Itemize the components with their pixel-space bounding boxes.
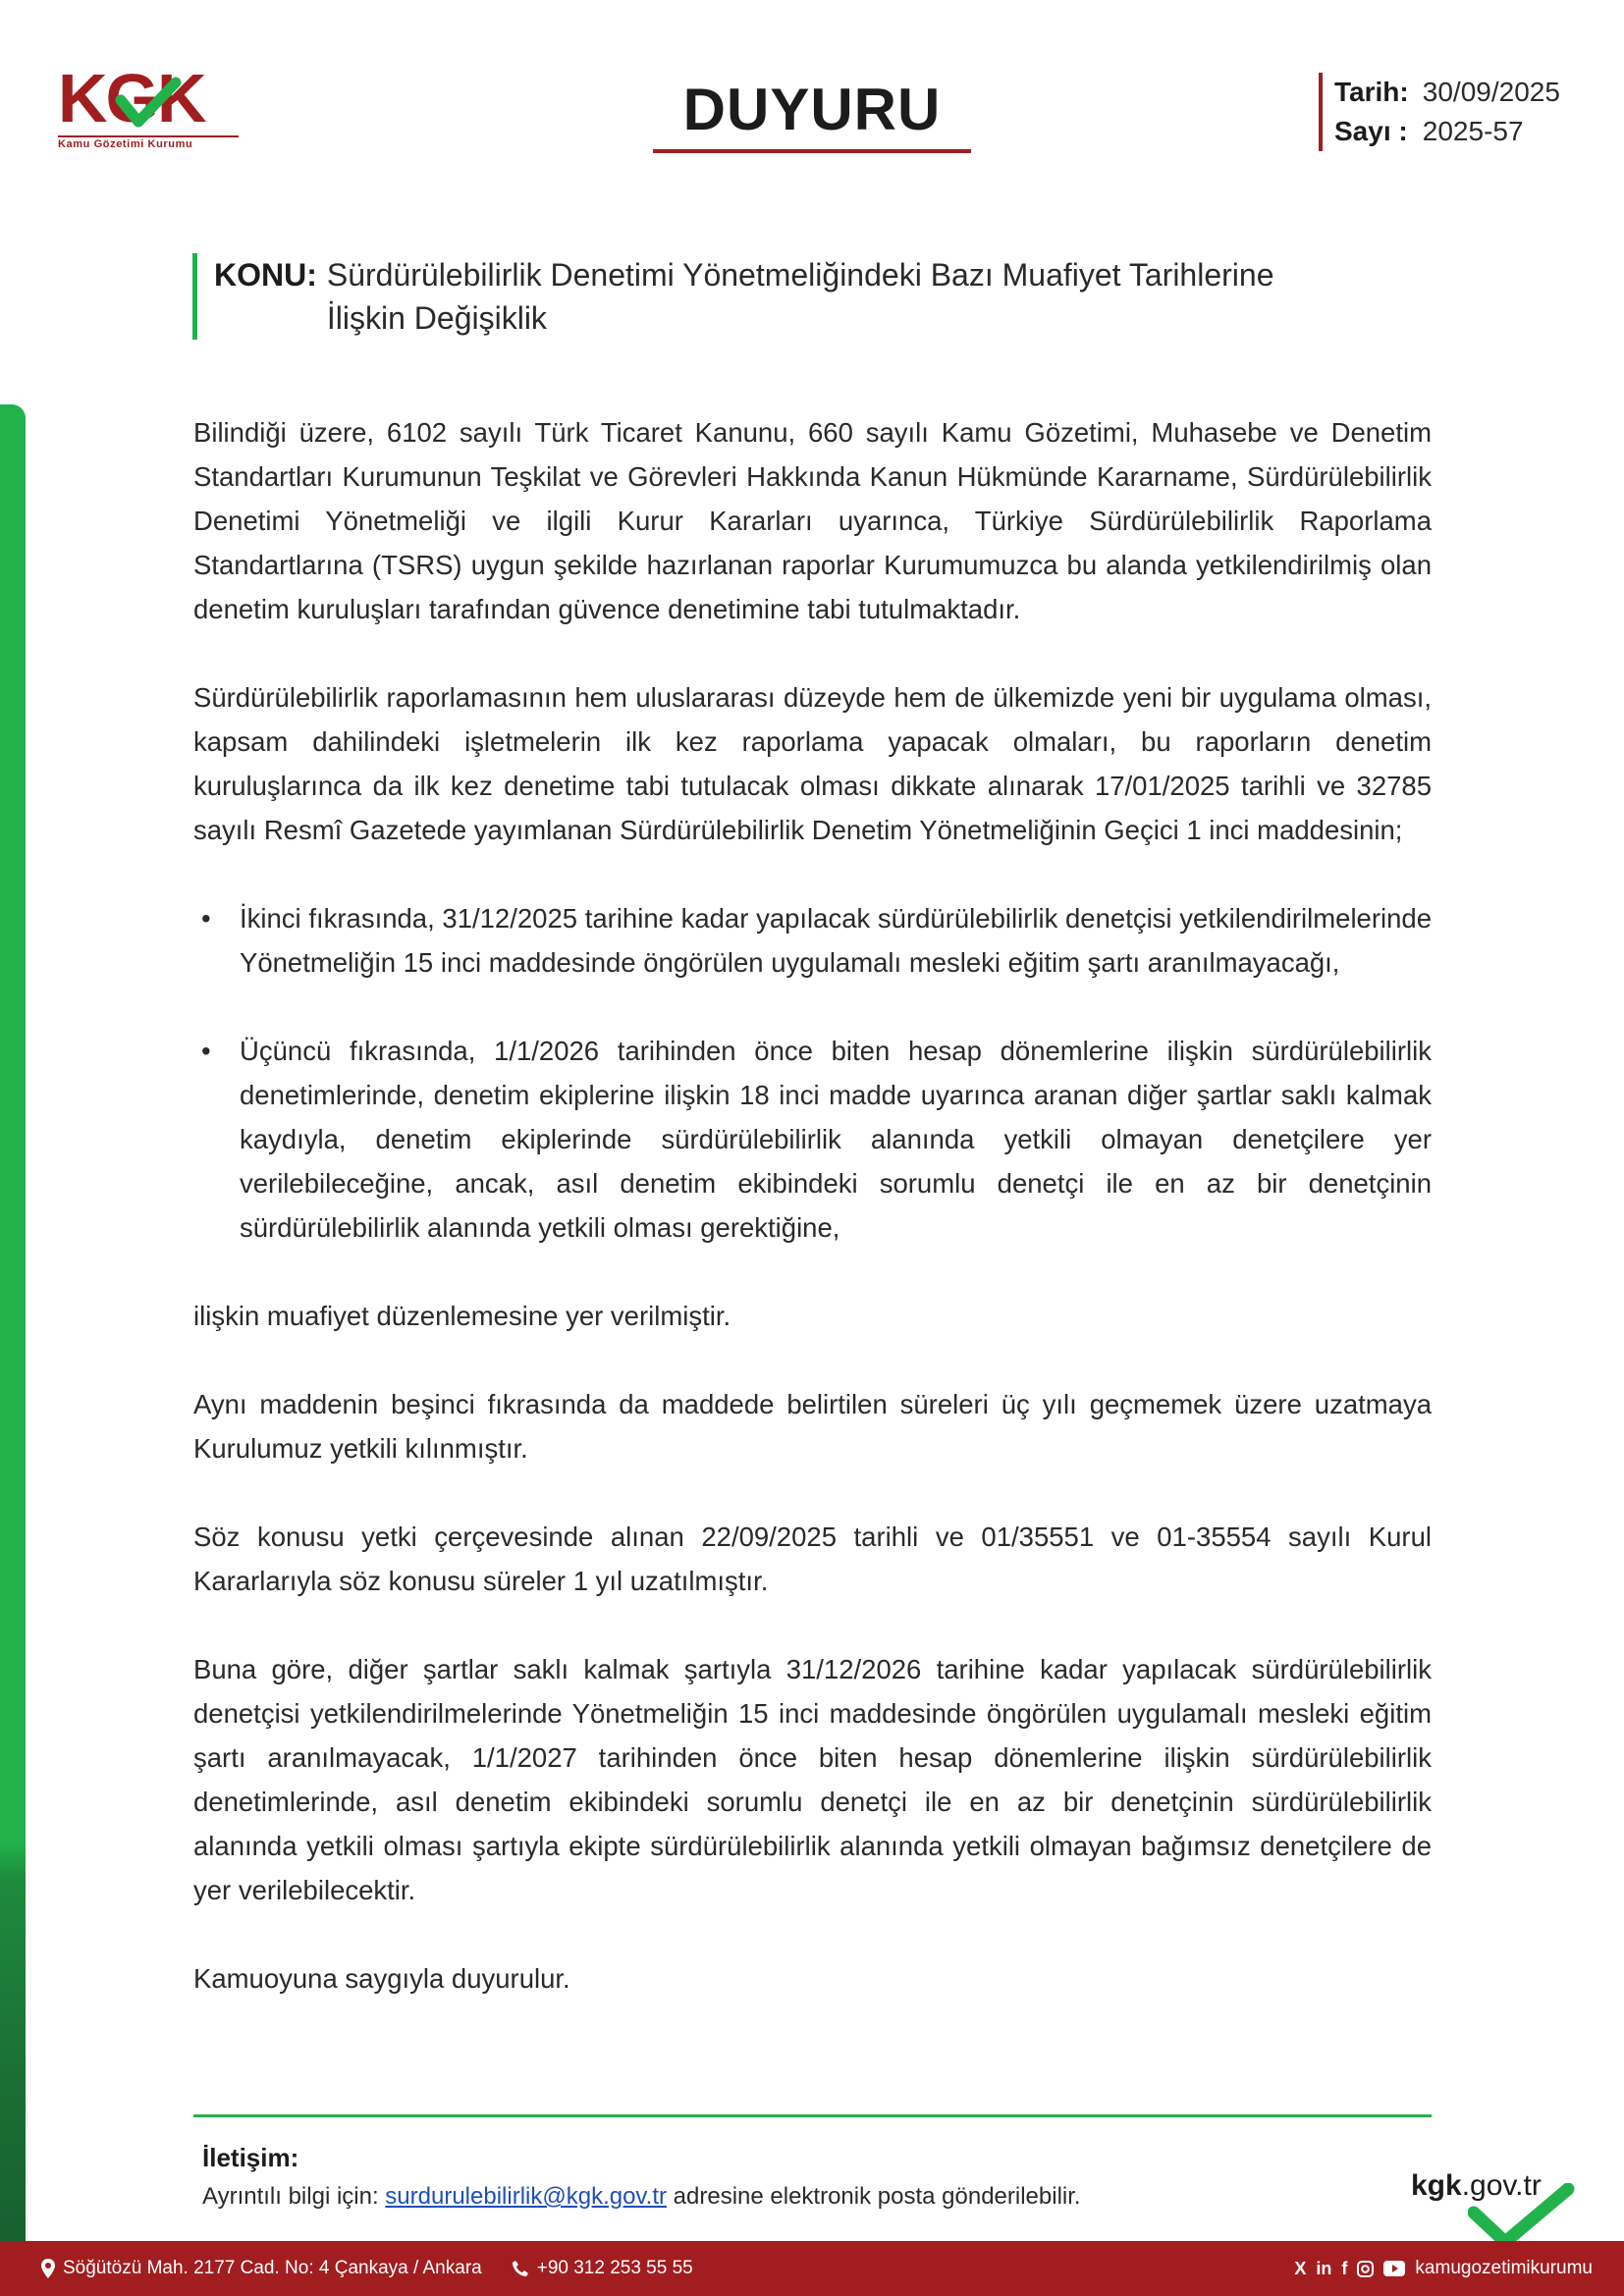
list-item: [193, 1029, 1432, 1250]
kgk-logo: [56, 65, 241, 153]
website-bold: kgk: [1411, 2169, 1462, 2202]
footer-handle[interactable]: kamugozetimikurumu: [1415, 2258, 1593, 2278]
contact-text: [202, 2177, 1081, 2216]
contact-email-link[interactable]: surdurulebilirlik@kgk.gov.tr: [385, 2183, 667, 2210]
list-item-text: İkinci fıkrasında, 31/12/2025 tarihine kadar yapılacak sürdürülebilirlik denetçisi yetkilendirilmelerinde Yönetmeliğin 15 inci maddesinde öngörülen uygulamalı mesleki eğitim şartı aranılmayacağı,: [240, 903, 1432, 978]
contact-title: İletişim:: [202, 2143, 299, 2172]
youtube-icon[interactable]: [1383, 2261, 1405, 2276]
side-accent-bar: [0, 404, 26, 2248]
announcement-body: [193, 410, 1432, 2045]
instagram-icon[interactable]: [1357, 2261, 1374, 2277]
contact-prefix: Ayrıntılı bilgi için:: [202, 2183, 386, 2210]
website-domain: .gov.tr: [1461, 2169, 1542, 2202]
number-row: [1334, 112, 1560, 151]
page-title: DUYURU: [682, 77, 942, 142]
paragraph-5: Söz konusu yetki çerçevesinde alınan 22/09/2025 tarihli ve 01/35551 ve 01-35554 sayılı Kurul Kararlarıyla söz konusu süreler 1 yıl uzatılmıştır.: [193, 1522, 1432, 1596]
number-value: 2025-57: [1422, 116, 1524, 146]
bullet-list: [193, 896, 1432, 1250]
date-row: [1334, 73, 1560, 112]
kgk-logo-mark: [56, 65, 241, 133]
footer-social: [1294, 2241, 1593, 2296]
paragraph-2: Sürdürülebilirlik raporlamasının hem uluslararası düzeyde hem de ülkemizde yeni bir uygulama olması, kapsam dahilindeki işletmelerin ilk kez raporlama yapacak olmaları, bu raporların denetim kuruluşlarınca da ilk kez denetime tabi tutulacak olması dikkate alınarak 17/01/2025 tarihli ve 32785 sayılı Resmî Gazetede yayımlanan Sürdürülebilirlik Denetim Yönetmeliğinin Geçici 1 inci maddesinin;: [193, 682, 1432, 845]
contact-divider: [193, 2114, 1432, 2117]
footer-bar: [0, 2241, 1624, 2296]
subject-text: Sürdürülebilirlik Denetimi Yönetmeliğindeki Bazı Muafiyet Tarihlerine İlişkin Değişiklik: [326, 257, 1274, 336]
number-label: Sayı :: [1334, 116, 1408, 146]
contact-block: [202, 2138, 1081, 2216]
list-item-text: Üçüncü fıkrasında, 1/1/2026 tarihinden önce biten hesap dönemlerine ilişkin sürdürülebilirlik denetimlerinde, denetim ekiplerine ilişkin 18 inci madde uyarınca aranan diğer şartlar saklı kalmak kaydıyla, denetim ekiplerinde sürdürülebilirlik alanında yetkili olmayan denetçilere yer verilebileceğine, ancak, asıl denetim ekibindeki sorumlu denetçi ile en az bir denetçinin sürdürülebilirlik alanında yetkili olması gerektiğine,: [240, 1036, 1432, 1243]
x-icon[interactable]: X: [1294, 2258, 1307, 2278]
phone-icon: [512, 2260, 529, 2277]
paragraph-1: Bilindiği üzere, 6102 sayılı Türk Ticaret Kanunu, 660 sayılı Kamu Gözetimi, Muhasebe ve Denetim Standartları Kurumunun Teşkilat ve Görevleri Hakkında Kanun Hükmünde Kararname, Sürdürülebilirlik Denetimi Yönetmeliği ve ilgili Kurur Kararları uyarınca, Türkiye Sürdürülebilirlik Raporlama Standartlarına (TSRS) uygun şekilde hazırlanan raporlar Kurumumuzca bu alanda yetkilendirilmiş olan denetim kuruluşları tarafından güvence denetimine tabi tutulmaktadır.: [193, 417, 1432, 624]
footer-phone: +90 312 253 55 55: [536, 2258, 693, 2278]
logo-text: KGK: [58, 65, 205, 133]
subject-label: KONU:: [214, 257, 317, 293]
date-label: Tarih:: [1334, 77, 1409, 107]
contact-suffix: adresine elektronik posta gönderilebilir.: [666, 2183, 1081, 2210]
date-value: 30/09/2025: [1422, 77, 1560, 107]
paragraph-3: ilişkin muafiyet düzenlemesine yer verilmiştir.: [193, 1301, 731, 1331]
paragraph-6: Buna göre, diğer şartlar saklı kalmak şartıyla 31/12/2026 tarihine kadar yapılacak sürdürülebilirlik denetçisi yetkilendirilmelerinde Yönetmeliğin 15 inci maddesinde öngörülen uygulamalı mesleki eğitim şartı aranılmayacak, 1/1/2027 tarihinden önce biten hesap dönemlerine ilişkin sürdürülebilirlik denetimlerinde, asıl denetim ekibindeki sorumlu denetçi ile en az bir denetçinin sürdürülebilirlik alanında yetkili olması şartıyla ekipte sürdürülebilirlik alanında yetkili olmayan bağımsız denetçilere de yer verilebilecektir.: [193, 1654, 1432, 1905]
bullet-icon: •: [201, 1036, 211, 1066]
bullet-icon: •: [201, 903, 211, 934]
document-meta: [1319, 73, 1560, 151]
footer-address: Söğütözü Mah. 2177 Cad. No: 4 Çankaya / Ankara: [63, 2258, 482, 2278]
footer-contact: [41, 2241, 693, 2296]
paragraph-7: Kamuoyuna saygıyla duyurulur.: [193, 1963, 570, 1994]
list-item: [193, 896, 1432, 985]
subject-block: [192, 253, 1430, 340]
location-pin-icon: [41, 2259, 55, 2278]
linkedin-icon[interactable]: in: [1316, 2258, 1332, 2278]
facebook-icon[interactable]: f: [1341, 2258, 1348, 2278]
title-underline: [653, 149, 971, 153]
paragraph-4: Aynı maddenin beşinci fıkrasında da maddede belirtilen süreleri üç yılı geçmemek üzere uzatmaya Kurulumuz yetkili kılınmıştır.: [193, 1389, 1432, 1464]
logo-subtitle: Kamu Gözetimi Kurumu: [58, 135, 239, 150]
title-block: [653, 77, 971, 153]
